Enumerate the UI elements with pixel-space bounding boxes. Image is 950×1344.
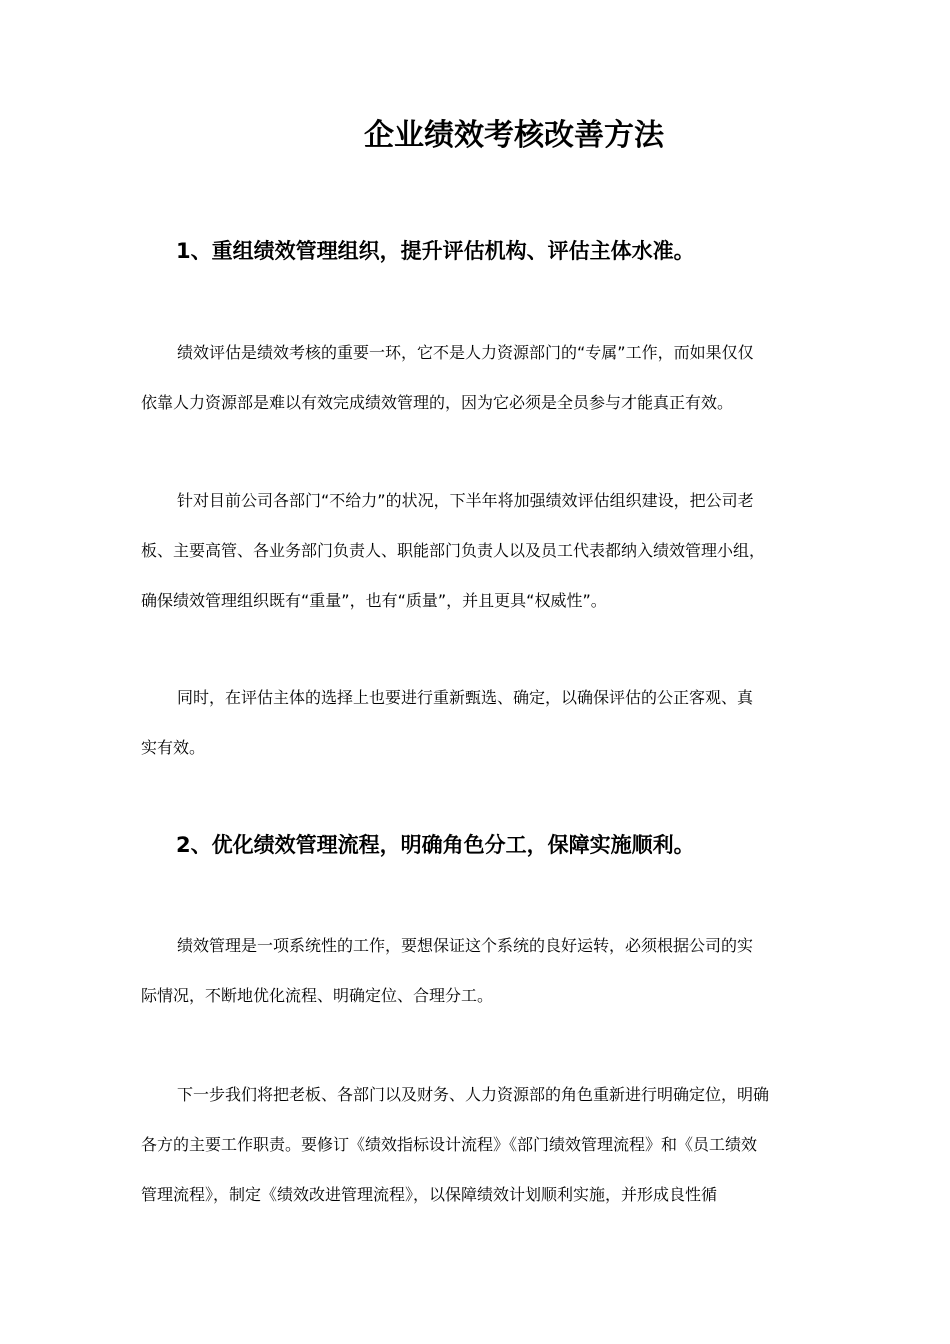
paragraph-line: 管理流程》，制定《绩效改进管理流程》，以保障绩效计划顺利实施，并形成良性循 <box>141 1185 718 1204</box>
paragraph-line: 板、主要高管、各业务部门负责人、职能部门负责人以及员工代表都纳入绩效管理小组， <box>141 541 766 560</box>
paragraph-2-1 <box>141 921 811 1021</box>
paragraph-line: 同时，在评估主体的选择上也要进行重新甄选、确定，以确保评估的公正客观、真 <box>177 688 754 707</box>
paragraph-1-1 <box>141 328 811 428</box>
paragraph-1-2 <box>141 476 811 626</box>
paragraph-1-3 <box>141 673 811 773</box>
paragraph-line: 绩效评估是绩效考核的重要一环，它不是人力资源部门的“专属”工作，而如果仅仅 <box>177 343 754 362</box>
paragraph-line: 确保绩效管理组织既有“重量”，也有“质量”，并且更具“权威性”。 <box>141 591 607 610</box>
section-heading-2: 2、优化绩效管理流程，明确角色分工，保障实施顺利。 <box>176 833 695 857</box>
document-title: 企业绩效考核改善方法 <box>364 118 664 153</box>
paragraph-line: 下一步我们将把老板、各部门以及财务、人力资源部的角色重新进行明确定位，明确 <box>177 1085 770 1104</box>
section-heading-1: 1、重组绩效管理组织，提升评估机构、评估主体水准。 <box>176 239 695 263</box>
paragraph-line: 依靠人力资源部是难以有效完成绩效管理的，因为它必须是全员参与才能真正有效。 <box>141 393 734 412</box>
paragraph-line: 各方的主要工作职责。要修订《绩效指标设计流程》《部门绩效管理流程》和《员工绩效 <box>141 1135 758 1154</box>
paragraph-line: 针对目前公司各部门“不给力”的状况，下半年将加强绩效评估组织建设，把公司老 <box>177 491 754 510</box>
paragraph-line: 际情况，不断地优化流程、明确定位、合理分工。 <box>141 986 494 1005</box>
paragraph-line: 实有效。 <box>141 738 206 757</box>
paragraph-line: 绩效管理是一项系统性的工作，要想保证这个系统的良好运转，必须根据公司的实 <box>177 936 754 955</box>
paragraph-2-2 <box>141 1070 811 1220</box>
